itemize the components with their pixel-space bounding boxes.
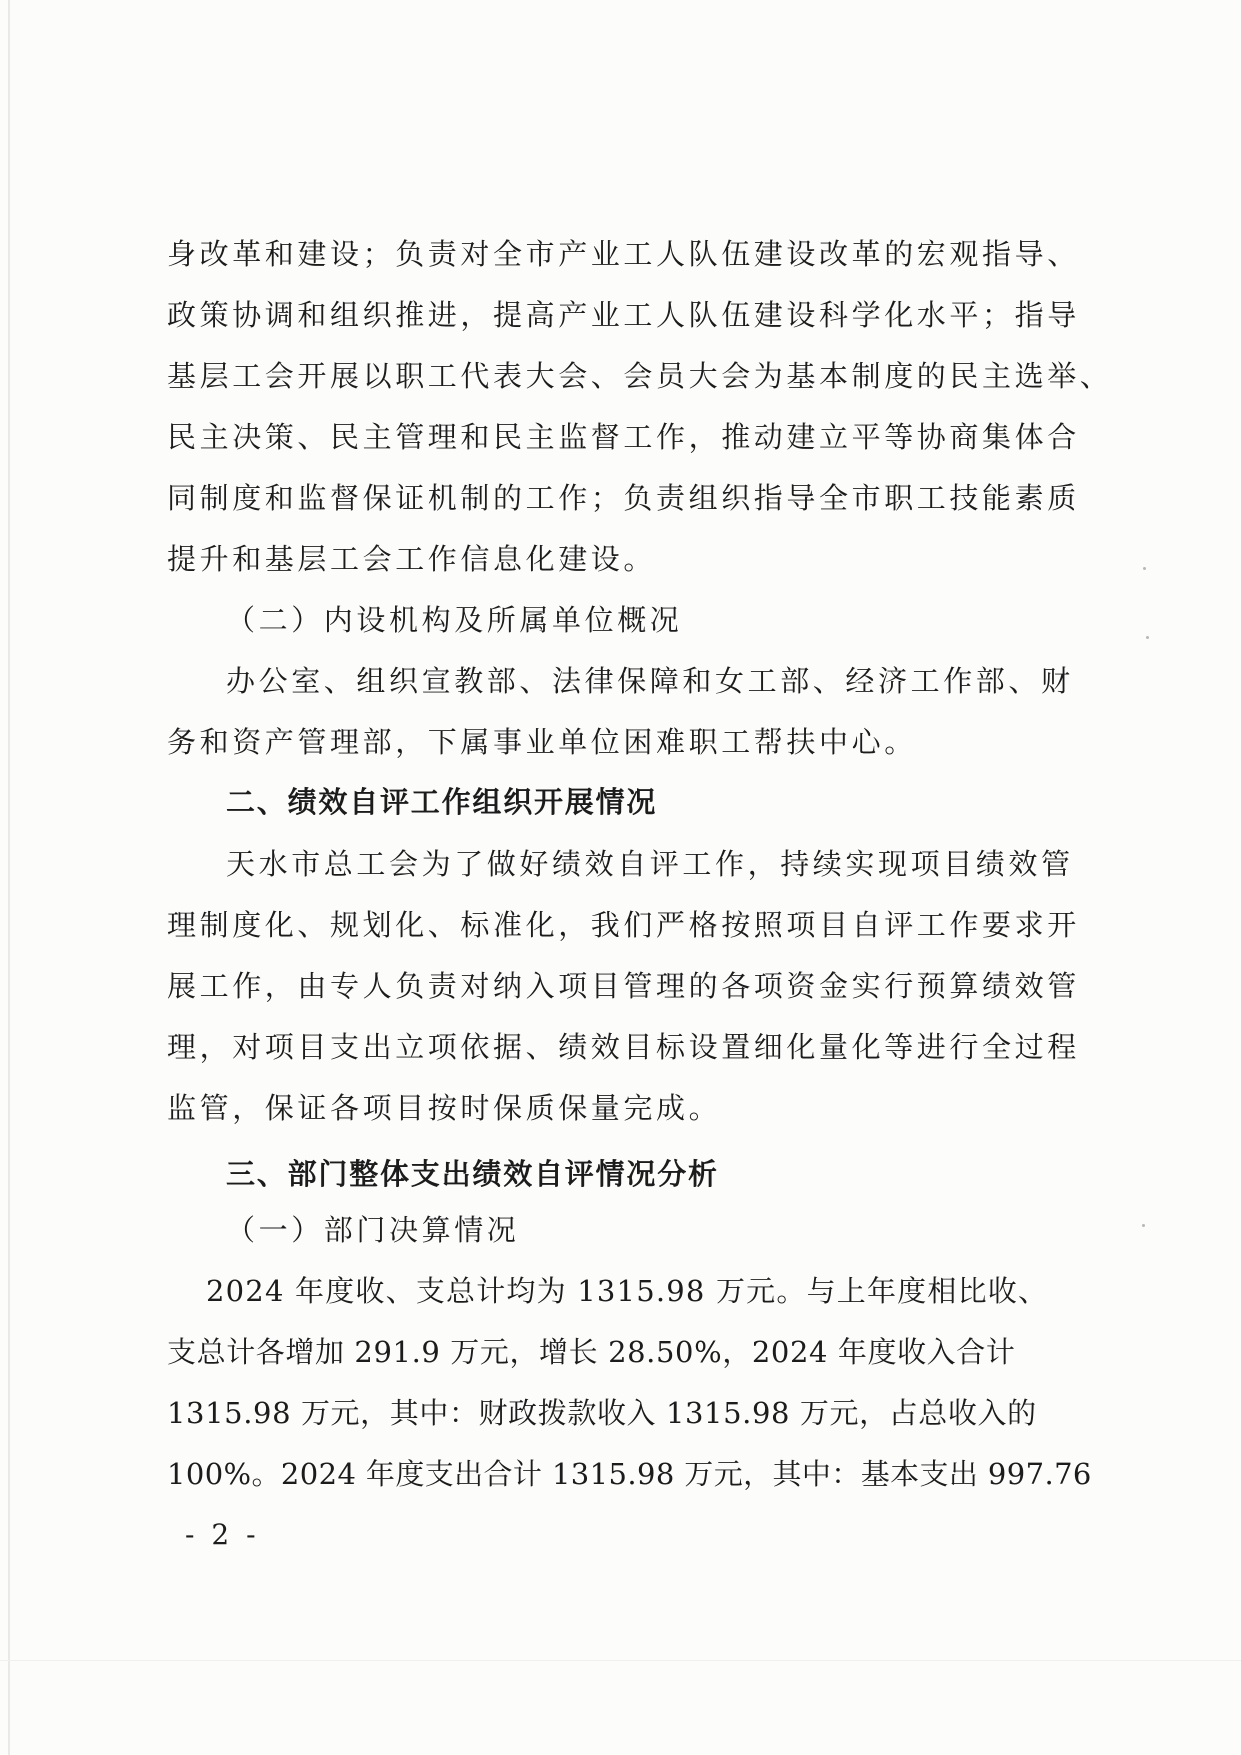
body-text-line: 展工作，由专人负责对纳入项目管理的各项资金实行预算绩效管 bbox=[167, 969, 1080, 1003]
body-text-line: 身改革和建设；负责对全市产业工人队伍建设改革的宏观指导、 bbox=[167, 237, 1080, 271]
scan-edge bbox=[8, 0, 10, 1755]
body-text-line: 同制度和监督保证机制的工作；负责组织指导全市职工技能素质 bbox=[167, 481, 1080, 515]
body-text-line: 支总计各增加 291.9 万元，增长 28.50%，2024 年度收入合计 bbox=[167, 1335, 1016, 1369]
body-text-line: 务和资产管理部，下属事业单位困难职工帮扶中心。 bbox=[167, 725, 917, 759]
body-text-line: 理制度化、规划化、标准化，我们严格按照项目自评工作要求开 bbox=[167, 908, 1080, 942]
scan-speck bbox=[1146, 636, 1149, 639]
body-text-line: 民主决策、民主管理和民主监督工作，推动建立平等协商集体合 bbox=[167, 420, 1080, 454]
scan-speck bbox=[1143, 567, 1146, 570]
subsection-heading: （二）内设机构及所属单位概况 bbox=[226, 603, 683, 637]
body-text-line: 提升和基层工会工作信息化建设。 bbox=[167, 542, 657, 576]
subsection-heading: （一）部门决算情况 bbox=[226, 1213, 520, 1247]
body-text-line: 1315.98 万元，其中：财政拨款收入 1315.98 万元，占总收入的 bbox=[167, 1396, 1037, 1430]
scan-speck bbox=[1142, 1224, 1145, 1227]
body-text-line: 天水市总工会为了做好绩效自评工作，持续实现项目绩效管 bbox=[226, 847, 1074, 881]
section-heading: 二、绩效自评工作组织开展情况 bbox=[226, 785, 658, 819]
body-text-line: 100%。2024 年度支出合计 1315.98 万元，其中：基本支出 997.76 bbox=[167, 1457, 1092, 1491]
body-text-line: 基层工会开展以职工代表大会、会员大会为基本制度的民主选举、 bbox=[167, 359, 1113, 393]
body-text-line: 办公室、组织宣教部、法律保障和女工部、经济工作部、财 bbox=[226, 664, 1074, 698]
body-text-line: 监管，保证各项目按时保质保量完成。 bbox=[167, 1091, 722, 1125]
body-text-line: 理，对项目支出立项依据、绩效目标设置细化量化等进行全过程 bbox=[167, 1030, 1080, 1064]
page-number: - 2 - bbox=[185, 1518, 260, 1551]
body-text-line: 政策协调和组织推进，提高产业工人队伍建设科学化水平；指导 bbox=[167, 298, 1080, 332]
section-heading: 三、部门整体支出绩效自评情况分析 bbox=[226, 1157, 719, 1191]
body-text-line: 2024 年度收、支总计均为 1315.98 万元。与上年度相比收、 bbox=[206, 1274, 1049, 1308]
scan-edge-bottom bbox=[0, 1660, 1241, 1661]
